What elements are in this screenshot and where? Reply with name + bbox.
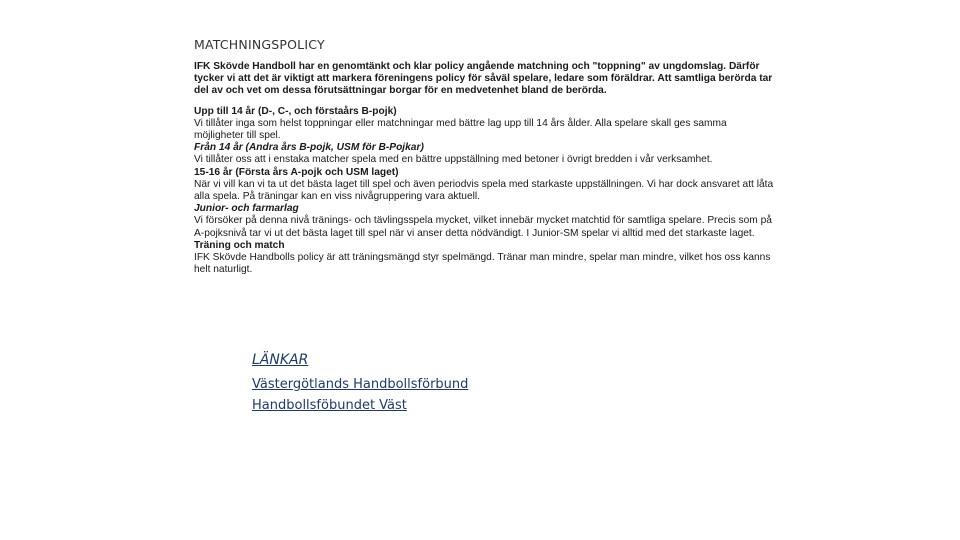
policy-document: [194, 37, 774, 276]
section-heading: Från 14 år (Andra års B-pojk, USM för B-Pojkar): [194, 142, 424, 154]
section-3: [194, 167, 774, 204]
section-body: När vi vill kan vi ta ut det bästa laget till spel och även periodvis spela med starkaste uppställningen. Vi har dock ansvaret att låta alla spela. På träningar kan en viss nivågruppering vara aktuell.: [194, 178, 774, 203]
section-4: [194, 203, 774, 240]
section-2: [194, 142, 774, 166]
section-body: Vi försöker på denna nivå tränings- och tävlingsspela mycket, vilket innebär mycket matchtid för samtliga spelare. Precis som på A-pojksnivå tar vi ut det bästa laget till spel när vi anser detta nödvändigt. I Junior-SM spelar vi alltid med det starkaste laget.: [194, 215, 772, 239]
section-1: [194, 106, 774, 143]
section-heading: Träning och match: [194, 239, 285, 251]
section-heading: Junior- och farmarlag: [194, 203, 299, 215]
section-body: Vi tillåter oss att i enstaka matcher spela med en bättre uppställning med betoner i övrigt bredden i vår verksamhet.: [194, 154, 713, 166]
section-5: [194, 240, 774, 277]
links-section: [252, 352, 468, 416]
section-body: Vi tillåter inga som helst toppningar eller matchningar med bättre lag upp till 14 års ålder. Alla spelare skall ges samma möjligheter till spel.: [194, 117, 727, 142]
link-handbollsfobundet-vast[interactable]: Handbollsföbundet Väst: [252, 398, 407, 413]
section-body: IFK Skövde Handbolls policy är att träningsmängd styr spelmängd. Tränar man mindre, spelar man mindre, vilket hos oss kanns helt naturligt.: [194, 252, 771, 276]
links-heading: LÄNKAR: [252, 352, 309, 368]
link-vastergotlands-handbollsforbund[interactable]: Västergötlands Handbollsförbund: [252, 377, 469, 392]
page-title: MATCHNINGSPOLICY: [194, 37, 325, 52]
section-heading: 15-16 år (Första års A-pojk och USM laget): [194, 166, 399, 178]
section-heading: Upp till 14 år (D-, C-, och förstaårs B-pojk): [194, 105, 397, 117]
intro-paragraph: IFK Skövde Handboll har en genomtänkt och klar policy angående matchning och "toppning" av ungdomslag. Därför tycker vi att det är viktigt att markera föreningens policy för såväl spelare, ledare som föräldrar. Att samtliga berörda tar del av och vet om dessa förutsättningar borgar för en medvetenhet bland de berörda.: [194, 61, 773, 97]
